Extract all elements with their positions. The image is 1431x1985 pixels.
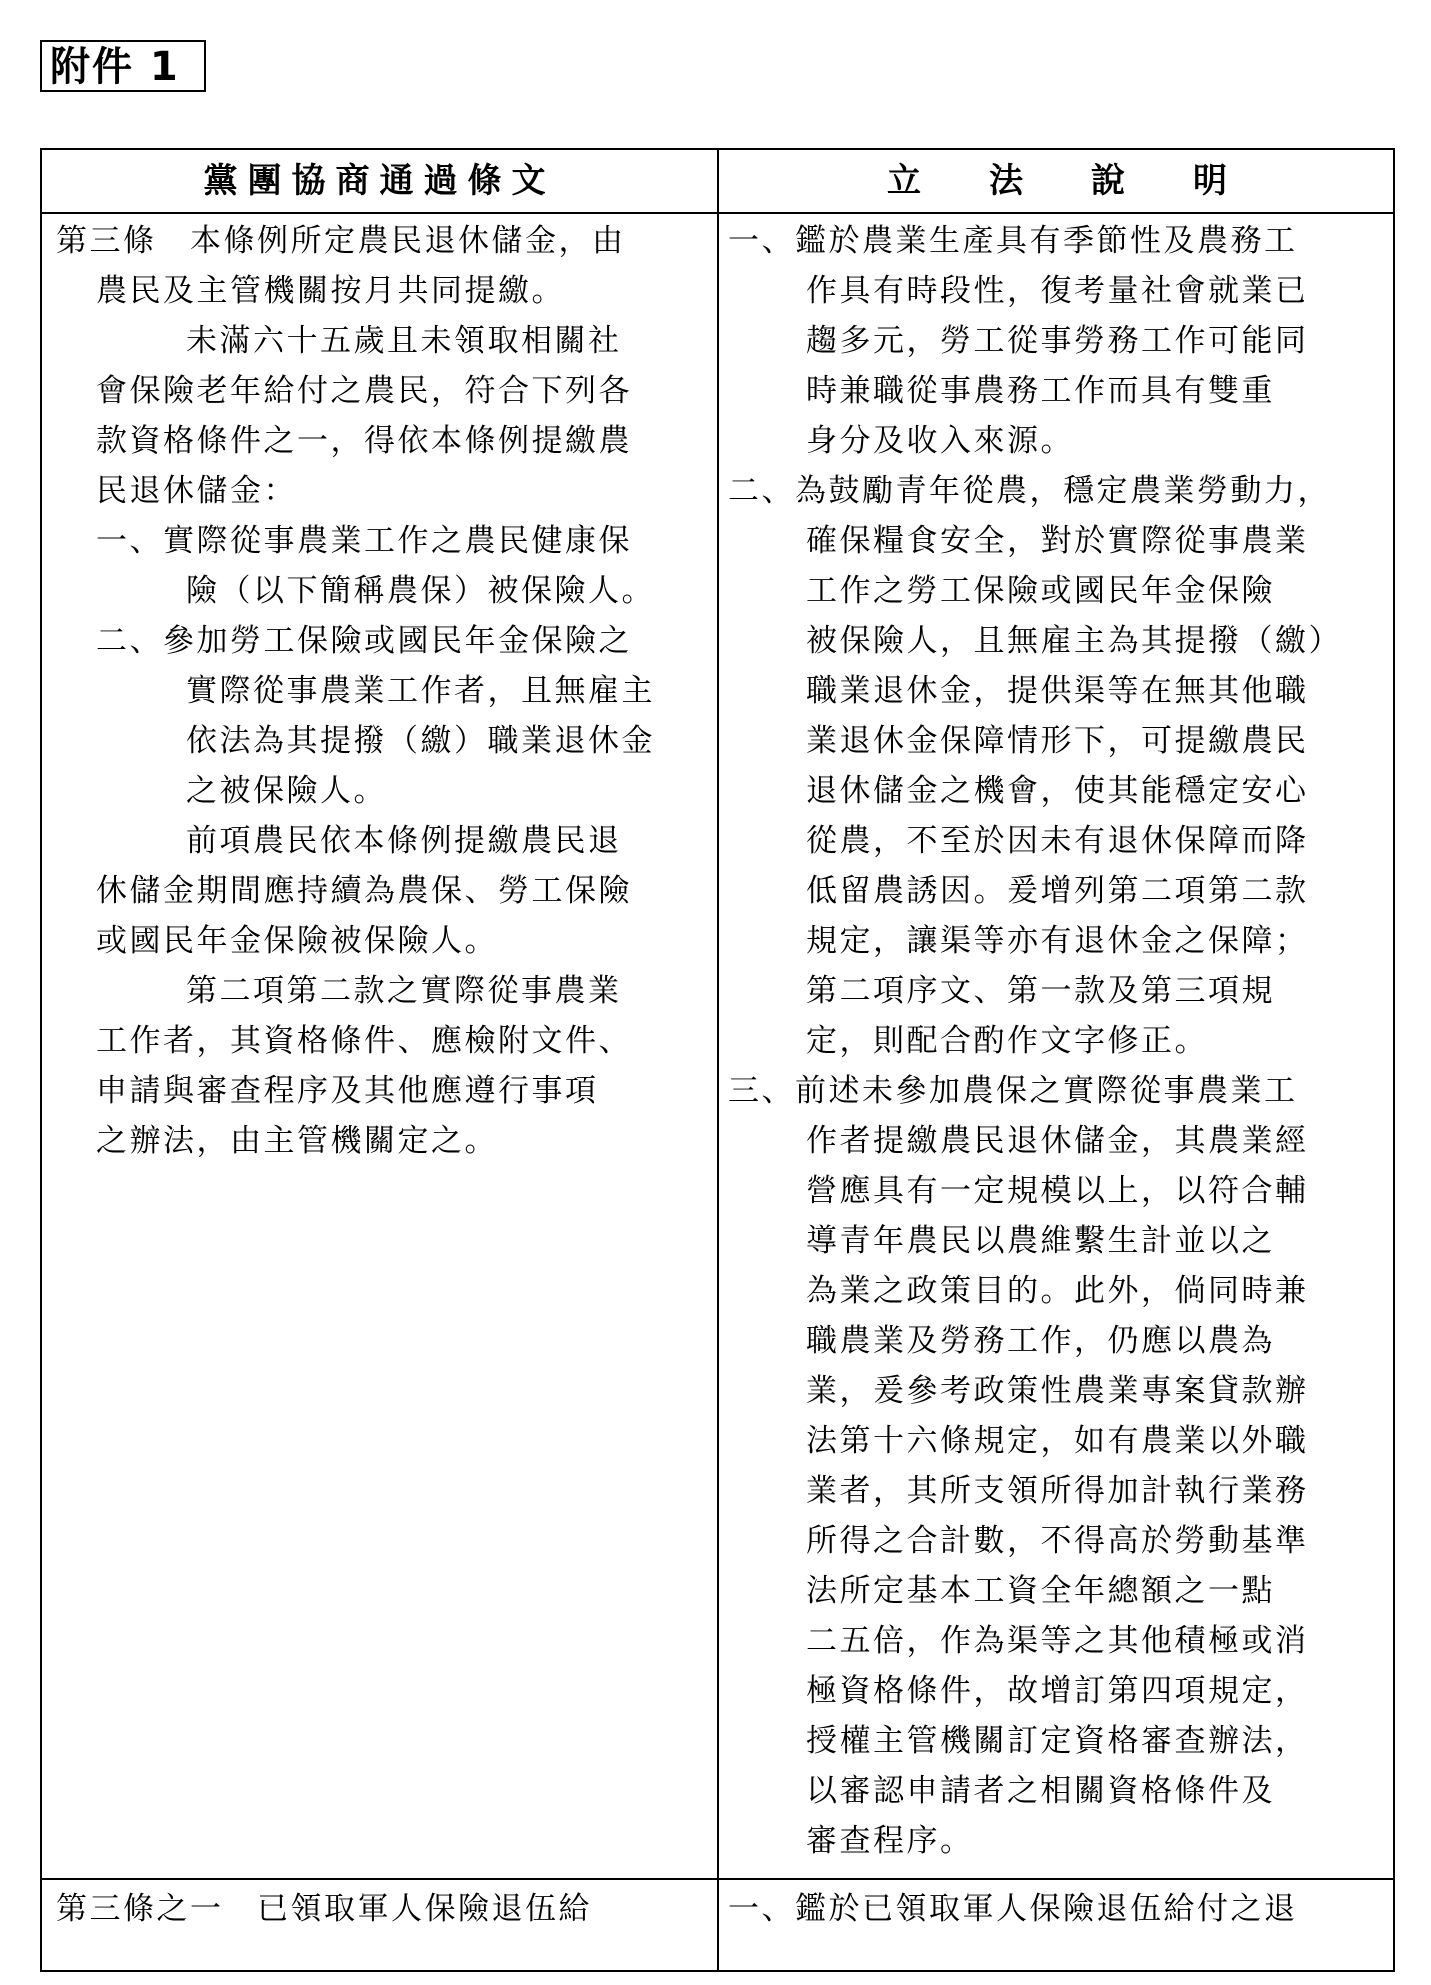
- explanation-line: 退休儲金之機會，使其能穩定安心: [806, 773, 1309, 809]
- attachment-label: 附件 1: [40, 40, 206, 92]
- header-negotiated-articles: 黨團協商通過條文: [203, 161, 556, 201]
- article-line: 會保險老年給付之農民，符合下列各: [96, 373, 632, 409]
- article-line: 前項農民依本條例提繳農民退: [186, 823, 622, 859]
- explanation-line: 時兼職從事農務工作而具有雙重: [806, 373, 1275, 409]
- article-line: 農民及主管機關按月共同提繳。: [96, 273, 565, 309]
- explanation-line: 二五倍，作為渠等之其他積極或消: [806, 1623, 1309, 1659]
- article-line: 之被保險人。: [186, 773, 387, 809]
- explanation-line: 作具有時段性，復考量社會就業已: [806, 273, 1309, 309]
- article-line: 申請與審查程序及其他應遵行事項: [96, 1073, 599, 1109]
- explanation-line: 一、鑑於已領取軍人保險退伍給付之退: [728, 1891, 1298, 1927]
- explanation-line: 三、前述未參加農保之實際從事農業工: [728, 1073, 1298, 1109]
- explanation-line: 法所定基本工資全年總額之一點: [806, 1573, 1275, 1609]
- explanation-line: 審查程序。: [806, 1823, 974, 1859]
- explanation-line: 業者，其所支領所得加計執行業務: [806, 1473, 1309, 1509]
- article-3-1-text: [56, 1884, 706, 1934]
- comparison-table: [40, 148, 1395, 1972]
- article-line: 之辦法，由主管機關定之。: [96, 1123, 498, 1159]
- explanation-line: 導青年農民以農維繫生計並以之: [806, 1223, 1275, 1259]
- explanation-line: 被保險人，且無雇主為其提撥（繳）: [806, 623, 1342, 659]
- article-line: 款資格條件之一，得依本條例提繳農: [96, 423, 632, 459]
- explanation-line: 法第十六條規定，如有農業以外職: [806, 1423, 1309, 1459]
- article-line: 二、參加勞工保險或國民年金保險之: [96, 623, 632, 659]
- article-line: 第三條 本條例所定農民退休儲金，由: [56, 223, 626, 259]
- explanation-line: 低留農誘因。爰增列第二項第二款: [806, 873, 1309, 909]
- article-line: 未滿六十五歲且未領取相關社: [186, 323, 622, 359]
- explanation-line: 身分及收入來源。: [806, 423, 1074, 459]
- column-divider: [717, 150, 719, 1970]
- explanation-line: 第二項序文、第一款及第三項規: [806, 973, 1275, 1009]
- explanation-line: 規定，讓渠等亦有退休金之保障；: [806, 923, 1309, 959]
- article-line: 第二項第二款之實際從事農業: [186, 973, 622, 1009]
- article-line: 休儲金期間應持續為農保、勞工保險: [96, 873, 632, 909]
- explanation-line: 極資格條件，故增訂第四項規定，: [806, 1673, 1309, 1709]
- explanation-line: 定，則配合酌作文字修正。: [806, 1023, 1208, 1059]
- explanation-text: [728, 216, 1386, 1866]
- explanation-line: 趨多元，勞工從事勞務工作可能同: [806, 323, 1309, 359]
- explanation-line: 作者提繳農民退休儲金，其農業經: [806, 1123, 1309, 1159]
- article-line: 依法為其提撥（繳）職業退休金: [186, 723, 655, 759]
- explanation-line: 工作之勞工保險或國民年金保險: [806, 573, 1275, 609]
- explanation-line: 業，爰參考政策性農業專案貸款辦: [806, 1373, 1309, 1409]
- explanation-line: 所得之合計數，不得高於勞動基準: [806, 1523, 1309, 1559]
- explanation-line: 以審認申請者之相關資格條件及: [806, 1773, 1275, 1809]
- row-divider: [42, 1878, 1393, 1880]
- explanation-line: 二、為鼓勵青年從農，穩定農業勞動力，: [728, 473, 1331, 509]
- explanation-line: 一、鑑於農業生產具有季節性及農務工: [728, 223, 1298, 259]
- explanation-3-1-text: [728, 1884, 1386, 1934]
- explanation-line: 為業之政策目的。此外，倘同時兼: [806, 1273, 1309, 1309]
- article-3-text: [56, 216, 706, 1166]
- article-line: 實際從事農業工作者，且無雇主: [186, 673, 655, 709]
- explanation-line: 營應具有一定規模以上，以符合輔: [806, 1173, 1309, 1209]
- explanation-line: 職業退休金，提供渠等在無其他職: [806, 673, 1309, 709]
- article-line: 險（以下簡稱農保）被保險人。: [186, 573, 655, 609]
- explanation-line: 從農，不至於因未有退休保障而降: [806, 823, 1309, 859]
- explanation-line: 業退休金保障情形下，可提繳農民: [806, 723, 1309, 759]
- article-line: 工作者，其資格條件、應檢附文件、: [96, 1023, 632, 1059]
- article-line: 一、實際從事農業工作之農民健康保: [96, 523, 632, 559]
- explanation-line: 授權主管機關訂定資格審查辦法，: [806, 1723, 1309, 1759]
- article-line: 第三條之一 已領取軍人保險退伍給: [56, 1891, 592, 1927]
- article-line: 或國民年金保險被保險人。: [96, 923, 498, 959]
- article-line: 民退休儲金：: [96, 473, 297, 509]
- explanation-line: 確保糧食安全，對於實際從事農業: [806, 523, 1309, 559]
- explanation-line: 職農業及勞務工作，仍應以農為: [806, 1323, 1275, 1359]
- header-legislative-explanation: 立法說明: [887, 161, 1295, 201]
- header-divider: [42, 212, 1393, 214]
